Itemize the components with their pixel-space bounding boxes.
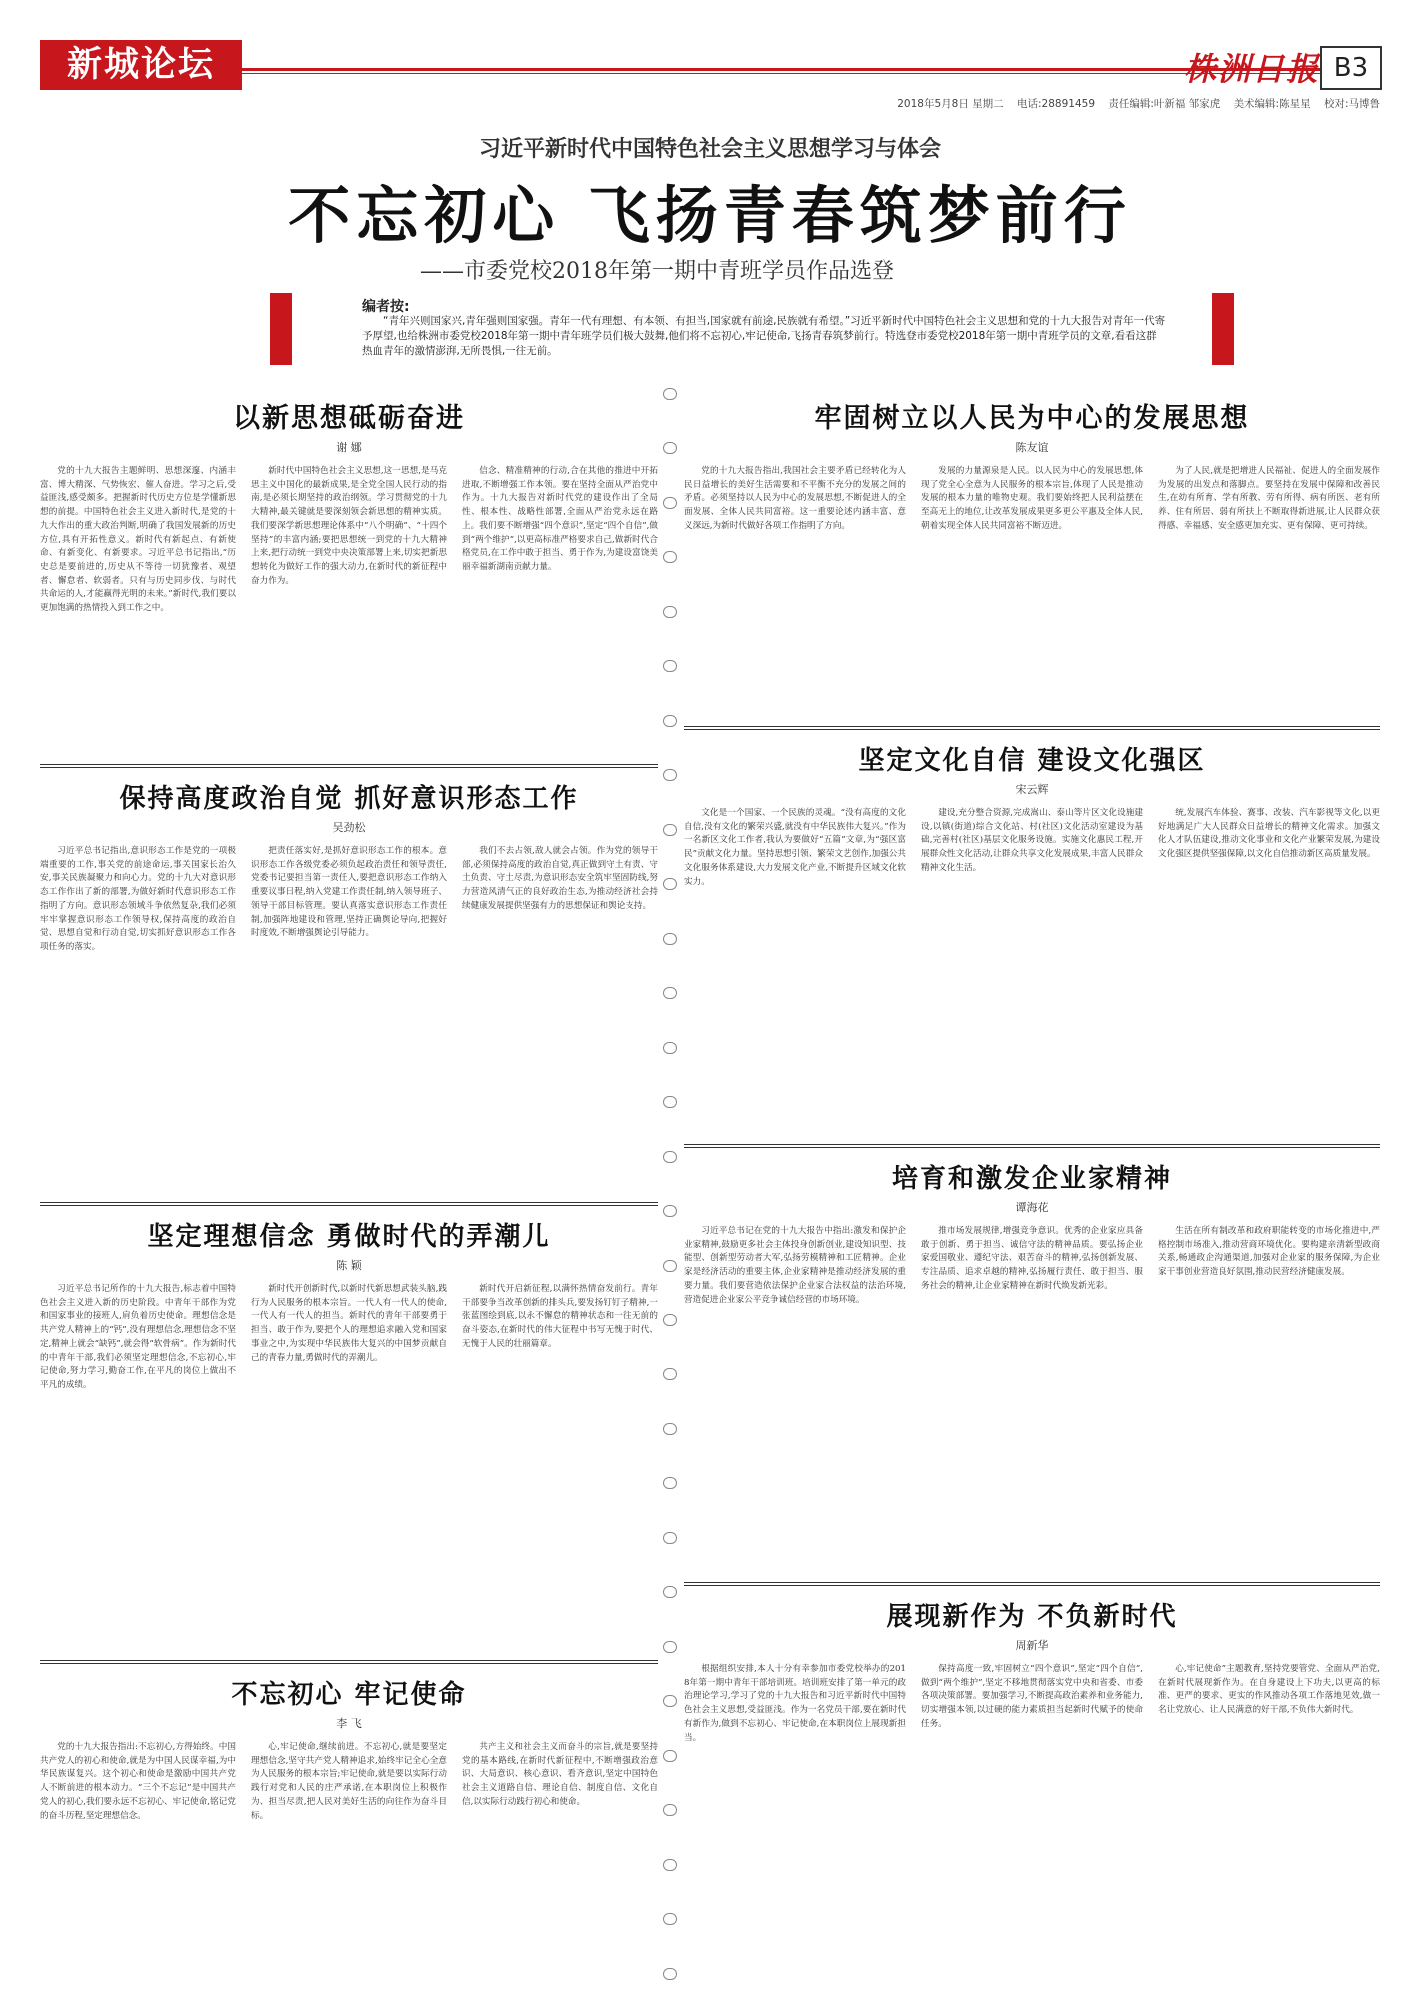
article-title: 坚定理想信念 勇做时代的弄潮儿 xyxy=(147,1222,551,1252)
article-title: 坚定文化自信 建设文化强区 xyxy=(858,746,1206,776)
article-paragraph: 习近平总书记指出,意识形态工作是党的一项极端重要的工作,事关党的前途命运,事关国家长治久安,事关民族凝聚力和向心力。党的十九大对意识形态工作作出了新的部署,为做好新时代意识形态工作指明了方向。意识形态领域斗争依然复杂,我们必须牢牢掌握意识形态工作领导权,保持高度的政治自觉、思想自觉和行动自觉,切实抓好意识形态工作各项任务的落实。 xyxy=(40,846,236,952)
article-author: 宋云辉 xyxy=(1015,783,1049,796)
section-title: 新城论坛 xyxy=(40,40,242,90)
article-paragraph: 建设,充分整合资源,完成嵩山、泰山等片区文化设施建设,以镇(街道)综合文化站、村(社区)文化活动室建设为基础,完善村(社区)基层文化服务设施。实施文化惠民工程,开展群众性文化活动,让群众共享文化发展成果,丰富人民群众精神文化生活。 xyxy=(921,808,1143,873)
article-8 xyxy=(684,1578,1380,1980)
article-paragraph: 心,牢记使命,继续前进。不忘初心,就是要坚定理想信念,坚守共产党人精神追求,始终牢记全心全意为人民服务的根本宗旨;牢记使命,就是要以实际行动践行对党和人民的庄严承诺,在本职岗位上积极作为、担当尽责,把人民对美好生活的向往作为奋斗目标。 xyxy=(251,1742,447,1821)
article-paragraph: 新时代开启新征程,以满怀热情奋发前行。青年干部要争当改革创新的排头兵,要发扬钉钉子精神,一张蓝图绘到底,以永不懈怠的精神状态和一往无前的奋斗姿态,在新时代的伟大征程中书写无愧于时代、无愧于人民的壮丽篇章。 xyxy=(462,1284,658,1349)
article-paragraph: 党的十九大报告主题鲜明、思想深邃、内涵丰富、博大精深、气势恢宏、催人奋进。学习之后,受益匪浅,感受颇多。把握新时代历史方位是学懂新思想的前提。中国特色社会主义进入新时代,是党的十九大作出的重大政治判断,明确了我国发展新的历史方位,具有开拓性意义。新时代有新起点、有新使命、有新变化、有新要求。习近平总书记指出,“历史总是要前进的,历史从不等待一切犹豫者、观望者、懈怠者、软弱者。只有与历史同步伐、与时代共命运的人,才能赢得光明的未来。”新时代,我们要以更加饱满的热情投入到工作之中。 xyxy=(40,466,236,614)
article-6 xyxy=(684,722,1380,1132)
masthead-rule xyxy=(242,68,1322,71)
article-rule xyxy=(684,726,1380,730)
article-paragraph: 根据组织安排,本人十分有幸参加市委党校举办的2018年第一期中青年干部培训班。培训班安排了第一单元的政治理论学习,学习了党的十九大报告和习近平新时代中国特色社会主义思想,受益匪浅。作为一名党员干部,要在新时代有新作为,做到不忘初心、牢记使命,在本职岗位上展现新担当。 xyxy=(684,1664,906,1743)
article-paragraph: 把责任落实好,是抓好意识形态工作的根本。意识形态工作各级党委必须负起政治责任和领导责任,党委书记要担当第一责任人,要把意识形态工作纳入重要议事日程,纳入党建工作责任制,纳入领导班子、领导干部目标管理。要认真落实意识形态工作责任制,加强阵地建设和管理,坚持正确舆论导向,把握好时度效,不断增强舆论引导能力。 xyxy=(251,846,447,939)
issue-phone: 电话:28891459 xyxy=(1017,98,1095,110)
article-title: 展现新作为 不负新时代 xyxy=(886,1602,1178,1632)
newspaper-logo: 株洲日报 xyxy=(1183,50,1320,88)
article-author: 李 飞 xyxy=(336,1717,362,1730)
article-paragraph: 保持高度一致,牢固树立“四个意识”,坚定“四个自信”,做到“两个维护”,坚定不移地贯彻落实党中央和省委、市委各项决策部署。要加强学习,不断提高政治素养和业务能力,切实增强本领,以过硬的能力素质担当起新时代赋予的使命任务。 xyxy=(921,1664,1143,1729)
article-paragraph: 推市场发展规律,增强竞争意识。优秀的企业家应具备敢于创新、勇于担当、诚信守法的精神品质。要弘扬企业家爱国敬业、遵纪守法、艰苦奋斗的精神,弘扬创新发展、专注品质、追求卓越的精神,弘扬履行责任、敢于担当、服务社会的精神,让企业家精神在新时代焕发新光彩。 xyxy=(921,1226,1143,1291)
column-divider xyxy=(662,388,678,1980)
article-author: 陈 颖 xyxy=(336,1259,362,1272)
article-title: 培育和激发企业家精神 xyxy=(891,1164,1172,1194)
article-paragraph: 心,牢记使命”主题教育,坚持党要管党、全面从严治党,在新时代展现新作为。在自身建设上下功夫,以更高的标准、更严的要求、更实的作风推动各项工作落地见效,做一名让党放心、让人民满意的好干部,不负伟大新时代。 xyxy=(1158,1664,1380,1716)
article-paragraph: 新时代开创新时代,以新时代新思想武装头脑,践行为人民服务的根本宗旨。一代人有一代人的使命,一代人有一代人的担当。新时代的青年干部要勇于担当、敢于作为,要把个人的理想追求融入党和国家事业之中,为实现中华民族伟大复兴的中国梦贡献自己的青春力量,勇做时代的弄潮儿。 xyxy=(251,1284,447,1363)
article-rule xyxy=(684,1144,1380,1148)
article-author: 周新华 xyxy=(1015,1639,1049,1652)
issue-proofreader: 校对:马博鲁 xyxy=(1323,98,1380,110)
article-title: 不忘初心 牢记使命 xyxy=(231,1680,467,1710)
issue-date: 2018年5月8日 星期二 xyxy=(897,98,1004,110)
article-rule xyxy=(40,1202,658,1206)
article-paragraph: 统,发展汽车体验、赛事、改装、汽车影视等文化,以更好地满足广大人民群众日益增长的精神文化需求。加强文化人才队伍建设,推动文化事业和文化产业繁荣发展,为建设文化强区提供坚强保障,以文化自信推动新区高质量发展。 xyxy=(1158,808,1380,860)
masthead-rule-thin xyxy=(242,73,1322,74)
article-5 xyxy=(684,396,1380,712)
article-title: 牢固树立以人民为中心的发展思想 xyxy=(814,403,1250,434)
article-rule xyxy=(40,1660,658,1664)
article-paragraph: 新时代中国特色社会主义思想,这一思想,是马克思主义中国化的最新成果,是全党全国人民行动的指南,是必须长期坚持的政治纲领。学习贯彻党的十九大精神,最关键就是要深刻领会新思想的精神实质。我们要深学新思想理论体系中“八个明确”、“十四个坚持”的丰富内涵;要把思想统一到党的十九大精神上来,把行动统一到党中央决策部署上来,切实把新思想转化为做好工作的强大动力,在新时代的新征程中奋力作为。 xyxy=(251,466,447,586)
feature-headline: 不忘初心 飞扬青春筑梦前行 xyxy=(288,179,1132,252)
feature-kicker: 习近平新时代中国特色社会主义思想学习与体会 xyxy=(478,137,941,162)
article-title: 以新思想砥砺奋进 xyxy=(233,403,465,434)
editor-note-bar-left xyxy=(270,293,292,365)
article-paragraph: 为了人民,就是把增进人民福祉、促进人的全面发展作为发展的出发点和落脚点。要坚持在发展中保障和改善民生,在幼有所育、学有所教、劳有所得、病有所医、老有所养、住有所居、弱有所扶上不断取得新进展,让人民群众获得感、幸福感、安全感更加充实、更有保障、更可持续。 xyxy=(1158,466,1380,531)
article-4 xyxy=(40,1656,658,1980)
page-number: B3 xyxy=(1320,46,1382,90)
editor-note-bar-right xyxy=(1212,293,1234,365)
article-paragraph: 共产主义和社会主义而奋斗的宗旨,就是要坚持党的基本路线,在新时代新征程中,不断增强政治意识、大局意识、核心意识、看齐意识,坚定中国特色社会主义道路自信、理论自信、制度自信、文化自信,以实际行动践行初心和使命。 xyxy=(462,1742,658,1807)
issue-info xyxy=(887,96,1380,111)
editor-note-label: 编者按: xyxy=(362,299,410,315)
article-paragraph: 习近平总书记所作的十九大报告,标志着中国特色社会主义进入新的历史阶段。中青年干部作为党和国家事业的接班人,肩负着历史使命。理想信念是共产党人精神上的“钙”,没有理想信念,理想信念不坚定,精神上就会“缺钙”,就会得“软骨病”。作为新时代的中青年干部,我们必须坚定理想信念,不忘初心,牢记使命,努力学习,勤奋工作,在平凡的岗位上做出不平凡的成绩。 xyxy=(40,1284,236,1390)
article-author: 吴劲松 xyxy=(332,821,366,834)
editor-note-text: “青年兴则国家兴,青年强则国家强。青年一代有理想、有本领、有担当,国家就有前途,民族就有希望。”习近平新时代中国特色社会主义思想和党的十九大报告对青年一代寄予厚望,也给株洲市委党校2018年第一期中青年班学员们极大鼓舞,他们将不忘初心,牢记使命,飞扬青春筑梦前行。特选登市委党校2018年第一期中青班学员的文章,看看这群热血青年的激情澎湃,无所畏惧,一往无前。 xyxy=(362,315,1166,357)
issue-art-editor: 美术编辑:陈星星 xyxy=(1233,98,1311,110)
article-author: 谭海花 xyxy=(1015,1201,1049,1214)
article-rule xyxy=(40,764,658,768)
article-title: 保持高度政治自觉 抓好意识形态工作 xyxy=(119,784,579,814)
article-paragraph: 信念、精准精神的行动,合在其他的推进中开拓进取,不断增强工作本领。要在坚持全面从严治党中作为。十九大报告对新时代党的建设作出了全局性、根本性、战略性部署,全面从严治党永远在路上。我们要不断增强“四个意识”,坚定“四个自信”,做到“两个维护”,以更高标准严格要求自己,做新时代合格党员,在工作中敢于担当、勇于作为,为建设富饶美丽幸福新湖南贡献力量。 xyxy=(462,466,658,572)
article-paragraph: 习近平总书记在党的十九大报告中指出:激发和保护企业家精神,鼓励更多社会主体投身创新创业,建设知识型、技能型、创新型劳动者大军,弘扬劳模精神和工匠精神。企业家是经济活动的重要主体,企业家精神是推动经济发展的重要力量。我们要营造依法保护企业家合法权益的法治环境,营造促进企业家公平竞争诚信经营的市场环境。 xyxy=(684,1226,906,1305)
article-paragraph: 发展的力量源泉是人民。以人民为中心的发展思想,体现了党全心全意为人民服务的根本宗旨,体现了人民是推动发展的根本力量的唯物史观。我们要始终把人民利益摆在至高无上的地位,让改革发展成果更多更公平惠及全体人民,朝着实现全体人民共同富裕不断迈进。 xyxy=(921,466,1143,531)
issue-editors: 责任编辑:叶新福 邹家虎 xyxy=(1108,98,1221,110)
article-7 xyxy=(684,1140,1380,1570)
article-3 xyxy=(40,1198,658,1648)
article-paragraph: 生活在所有制改革和政府职能转变的市场化推进中,严格控制市场准入,推动营商环境优化。要构建亲清新型政商关系,畅通政企沟通渠道,加强对企业家的服务保障,为企业家干事创业营造良好氛围,推动民营经济健康发展。 xyxy=(1158,1226,1380,1278)
article-1 xyxy=(40,396,658,748)
article-rule xyxy=(684,1582,1380,1586)
article-paragraph: 党的十九大报告指出:不忘初心,方得始终。中国共产党人的初心和使命,就是为中国人民谋幸福,为中华民族谋复兴。这个初心和使命是激励中国共产党人不断前进的根本动力。“三个不忘记”是中国共产党人的初心,我们要永远不忘初心、牢记使命,铭记党的奋斗历程,坚定理想信念。 xyxy=(40,1742,236,1821)
article-author: 陈友谊 xyxy=(1015,441,1049,454)
article-paragraph: 党的十九大报告指出,我国社会主要矛盾已经转化为人民日益增长的美好生活需要和不平衡不充分的发展之间的矛盾。必须坚持以人民为中心的发展思想,不断促进人的全面发展、全体人民共同富裕。这一重要论述内涵丰富、意义深远,为新时代做好各项工作指明了方向。 xyxy=(684,466,906,531)
article-paragraph: 文化是一个国家、一个民族的灵魂。“没有高度的文化自信,没有文化的繁荣兴盛,就没有中华民族伟大复兴。”作为一名新区文化工作者,我认为要做好“五篇”文章,为“强区富民”贡献文化力量。坚持思想引领、繁荣文艺创作,加强公共文化服务体系建设,大力发展文化产业,不断提升区域文化软实力。 xyxy=(684,808,906,887)
article-paragraph: 我们不去占领,敌人就会占领。作为党的领导干部,必须保持高度的政治自觉,真正做到守土有责、守土负责、守土尽责,为意识形态安全筑牢坚固防线,努力营造风清气正的良好政治生态,为推动经济社会持续健康发展提供坚强有力的思想保证和舆论支持。 xyxy=(462,846,658,911)
article-2 xyxy=(40,760,658,1190)
article-author: 谢 娜 xyxy=(336,441,362,454)
feature-subhead: ——市委党校2018年第一期中青班学员作品选登 xyxy=(420,259,894,284)
